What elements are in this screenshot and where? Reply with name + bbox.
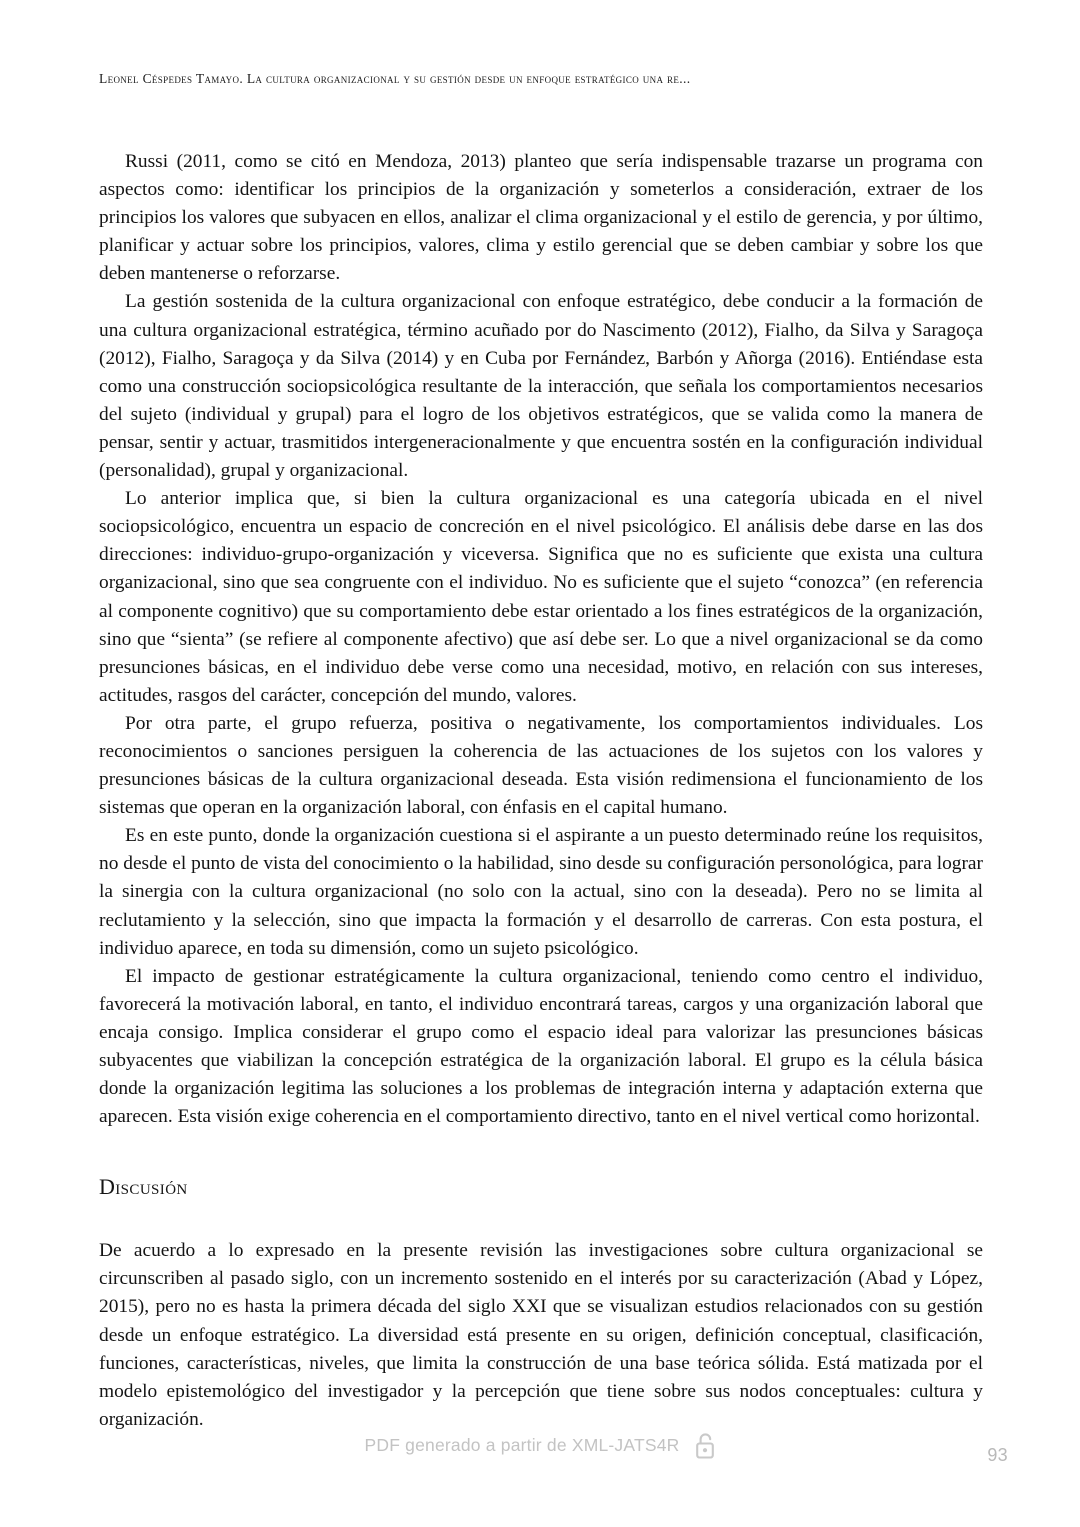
section-heading-discusion: Discusión [99, 1174, 188, 1200]
page-number: 93 [987, 1445, 1008, 1465]
spacer-after-heading [99, 1201, 983, 1237]
footer-generator-note [0, 1432, 1080, 1459]
paragraph-gestion-sostenida: La gestión sostenida de la cultura organizacional con enfoque estratégico, debe conducir a la formación de una cultura organizacional estratégica, término acuñado por do Nascimento (2012), Fialho, da Silva y Saragoça (2012), Fialho, Saragoça y da Silva (2014) y en Cuba por Fernández, Barbón y Añorga (2016). Entiéndase esta como una construcción sociopsicológica resultante de la interacción, que señala los comportamientos necesarios del sujeto (individual y grupal) para el logro de los objetivos estratégicos, que se valida como la manera de pensar, sentir y actuar, trasmitidos intergeneracionalmente y que encuentra sostén en la configuración individual (personalidad), grupal y organizacional. [99, 291, 983, 482]
paragraph-por-otra-parte: Por otra parte, el grupo refuerza, positiva o negativamente, los comportamientos individuales. Los reconocimientos o sanciones persiguen la coherencia de las actuaciones de los sujetos con los valores y presunciones básicas de la cultura organizacional deseada. Esta visión redimensiona el funcionamiento de los sistemas que operan en la organización laboral, con énfasis en el capital humano. [99, 712, 983, 819]
paragraph-el-impacto: El impacto de gestionar estratégicamente la cultura organizacional, teniendo como centro el individuo, favorecerá la motivación laboral, en tanto, el individuo encontrará tareas, cargos y una organización laboral que encaja consigo. Implica considerar el grupo como el espacio ideal para valorizar las presunciones básicas subyacentes que viabilizan la concepción estratégica de la organización laboral. El grupo es la célula básica donde la organización legitima las soluciones a los problemas de integración interna y adaptación externa que aparecen. Esta visión exige coherencia en el comportamiento directivo, tanto en el nivel vertical como horizontal. [99, 965, 983, 1128]
paragraph-russi: Russi (2011, como se citó en Mendoza, 2013) planteo que sería indispensable trazarse un programa con aspectos como: identificar los principios de la organización y someterlos a consideración, extraer de los principios los valores que subyacen en ellos, analizar el clima organizacional y el estilo de gerencia, y por último, planificar y actuar sobre los principios, valores, clima y estilo gerencial que se deben cambiar y sobre los que deben mantenerse o reforzarse. [99, 151, 983, 285]
spacer-before-heading [99, 1131, 983, 1173]
paragraph-es-en-este-punto: Es en este punto, donde la organización cuestiona si el aspirante a un puesto determinado reúne los requisitos, no desde el punto de vista del conocimiento o la habilidad, sino desde su configuración personológica, para lograr la sinergia con la cultura organizacional (no solo con la actual, sino con la deseada). Pero no se limita al reclutamiento y la selección, sino que impacta la formación y el desarrollo de carreras. Con esta postura, el individuo aparece, en toda su dimensión, como un sujeto psicológico. [99, 825, 983, 959]
running-head: Leonel Céspedes Tamayo. La cultura organizacional y su gestión desde un enfoque estratégico una re... [99, 71, 691, 86]
paragraph-de-acuerdo: De acuerdo a lo expresado en la presente revisión las investigaciones sobre cultura organizacional se circunscriben al pasado siglo, con un incremento sostenido en el interés por su caracterización (Abad y López, 2015), pero no es hasta la primera década del siglo XXI que se visualizan estudios relacionados con su gestión desde un enfoque estratégico. La diversidad está presente en su origen, definición conceptual, clasificación, funciones, características, niveles, que limita la construcción de una base teórica sólida. Está matizada por el modelo epistemológico del investigador y la percepción que tiene sobre sus nodos conceptuales: cultura y organización. [99, 1240, 983, 1430]
paragraph-lo-anterior: Lo anterior implica que, si bien la cultura organizacional es una categoría ubicada en el nivel sociopsicológico, encuentra un espacio de concreción en el nivel psicológico. El análisis debe darse en las dos direcciones: individuo-grupo-organización y viceversa. Significa que no es suficiente que exista una cultura organizacional, sino que sea congruente con el individuo. No es suficiente que el sujeto “conozca” (en referencia al componente cognitivo) que su comportamiento debe estar orientado a los fines estratégicos de la organización, sino que “sienta” (se refiere al componente afectivo) que así debe ser. Lo que a nivel organizacional se da como presunciones básicas, en el individuo debe verse como una necesidad, motivo, en relación con sus intereses, actitudes, rasgos del carácter, concepción del mundo, valores. [99, 488, 983, 706]
article-body [99, 148, 983, 1434]
open-access-lock-icon [694, 1432, 716, 1459]
page-footer [0, 1432, 1080, 1492]
footer-note-text: PDF generado a partir de XML-JATS4R [364, 1435, 680, 1455]
